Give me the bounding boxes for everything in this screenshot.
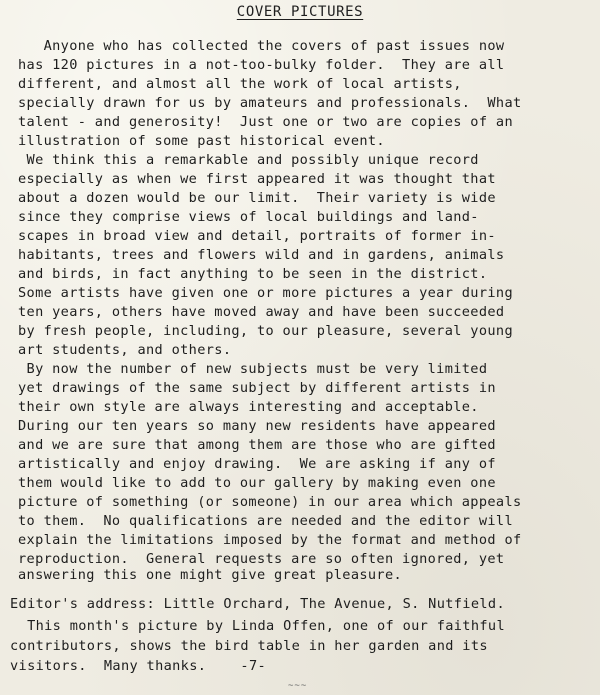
text-line: answering this one might give great pleasure. [18, 567, 403, 583]
faint-page-mark-icon: ~~~ [288, 681, 308, 691]
text-line: illustration of some past historical event. [18, 133, 385, 149]
text-line: By now the number of new subjects must be very limited [18, 361, 488, 377]
text-line: by fresh people, including, to our pleasure, several young [18, 323, 513, 339]
text-line: them would like to add to our gallery by making even one [18, 475, 496, 491]
text-line: especially as when we first appeared it was thought that [18, 171, 496, 187]
closing-line-with-page-number: visitors. Many thanks. -7- [10, 658, 267, 674]
text-line: Anyone who has collected the covers of past issues now [18, 38, 505, 54]
text-line: scapes in broad view and detail, portraits of former in- [18, 228, 496, 244]
text-line: to them. No qualifications are needed and the editor will [18, 513, 513, 529]
text-line: explain the limitations imposed by the format and method of [18, 532, 522, 548]
text-line: art students, and others. [18, 342, 232, 358]
text-line: and birds, in fact anything to be seen in the district. [18, 266, 488, 282]
text-line: artistically and enjoy drawing. We are asking if any of [18, 456, 496, 472]
text-line: has 120 pictures in a not-too-bulky folder. They are all [18, 57, 505, 73]
text-line: reproduction. General requests are so often ignored, yet [18, 551, 505, 567]
editor-address-line: Editor's address: Little Orchard, The Avenue, S. Nutfield. [10, 596, 505, 612]
text-line: ten years, others have moved away and have been succeeded [18, 304, 505, 320]
text-line: Some artists have given one or more pictures a year during [18, 285, 513, 301]
text-line: talent - and generosity! Just one or two are copies of an [18, 114, 513, 130]
text-line: yet drawings of the same subject by different artists in [18, 380, 496, 396]
text-line: During our ten years so many new residents have appeared [18, 418, 496, 434]
text-line: about a dozen would be our limit. Their variety is wide [18, 190, 496, 206]
text-line: contributors, shows the bird table in her garden and its [10, 638, 488, 654]
text-line: specially drawn for us by amateurs and professionals. What [18, 95, 522, 111]
text-line: We think this a remarkable and possibly unique record [18, 152, 479, 168]
text-line: picture of something (or someone) in our area which appeals [18, 494, 522, 510]
text-line: habitants, trees and flowers wild and in gardens, animals [18, 247, 505, 263]
text-line: since they comprise views of local buildings and land- [18, 209, 479, 225]
text-line: This month's picture by Linda Offen, one of our faithful [10, 618, 505, 634]
text-line: their own style are always interesting and acceptable. [18, 399, 479, 415]
text-line: and we are sure that among them are those who are gifted [18, 437, 496, 453]
text-line: different, and almost all the work of local artists, [18, 76, 462, 92]
page-title: COVER PICTURES [236, 4, 364, 20]
